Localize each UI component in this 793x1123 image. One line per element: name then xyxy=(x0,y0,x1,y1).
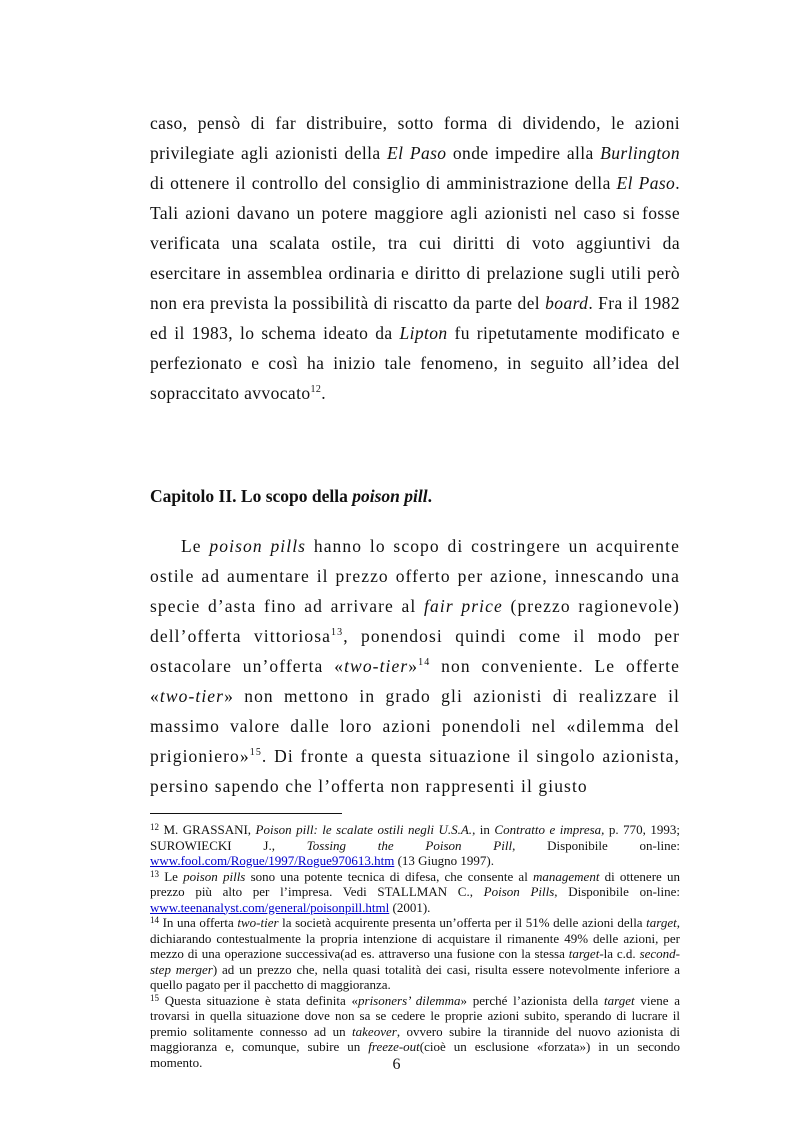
text-run: , Disponibile on-line: xyxy=(554,884,681,899)
text-run: Le xyxy=(159,868,184,884)
footnote-ref-15[interactable]: 15 xyxy=(249,747,262,758)
italic-term: target xyxy=(646,915,677,930)
text-run: , dichiarando contestualmente la propria intenzione di acquistare il rimanente 49% delle azioni, per mezzo di una operazione successiva(ad es. attraverso una fusione con la stessa xyxy=(150,915,680,961)
text-run: Le xyxy=(181,536,210,556)
footnote-separator xyxy=(150,813,342,814)
italic-term: two-tier xyxy=(159,686,225,706)
italic-person-name: Lipton xyxy=(399,323,448,343)
text-run: caso, pensò di far distribuire, sotto forma di dividendo, le azioni privilegiate agli azionisti della xyxy=(150,113,680,163)
italic-term: second-step merger xyxy=(150,946,680,977)
text-run: sono una potente tecnica di difesa, che consente al xyxy=(245,868,533,884)
text-run: (2001). xyxy=(389,899,431,915)
fool-link[interactable]: www.fool.com/Rogue/1997/Rogue970613.htm xyxy=(150,853,395,868)
italic-term: freeze-out xyxy=(368,1039,420,1054)
italic-term: two-tier xyxy=(344,656,409,676)
footnote-ref-14[interactable]: 14 xyxy=(418,657,431,668)
text-run: la società acquirente presenta un’offerta per il 51% delle azioni della xyxy=(278,915,647,930)
italic-term: target xyxy=(604,992,635,1008)
text-run: (cioè un esclusione «forzata») in un secondo momento. xyxy=(150,1039,680,1070)
footnotes-section xyxy=(150,822,680,1070)
text-run: Questa situazione è stata definita « xyxy=(159,992,359,1008)
italic-term: fair price xyxy=(424,596,503,616)
text-run: -la c.d. xyxy=(599,946,640,961)
text-run: non conveniente. Le offerte « xyxy=(150,656,680,706)
italic-term: board xyxy=(545,293,589,313)
footnote-number: 14 xyxy=(150,915,159,925)
chapter-heading xyxy=(150,486,680,507)
text-run: fu ripetutamente modificato e perfezionato e così ha inizio tale fenomeno, in seguito all’idea del sopraccitato avvocato xyxy=(150,323,680,403)
text-run: (13 Giugno 1997). xyxy=(394,853,495,868)
text-run: , in xyxy=(472,822,495,837)
italic-title: Tossing the Poison Pill xyxy=(306,837,513,853)
text-run: onde impedire alla xyxy=(446,143,601,163)
italic-company-name: El Paso xyxy=(387,143,447,163)
teenanalyst-link[interactable]: www.teenanalyst.com/general/poisonpill.html xyxy=(150,899,390,915)
text-run: , ovvero subire la tirannide del nuovo azionista di maggioranza e, comunque, subire un xyxy=(150,1023,680,1054)
text-run: In una offerta xyxy=(159,915,238,930)
text-run: M. GRASSANI, xyxy=(159,822,256,837)
footnote-13 xyxy=(150,869,680,916)
text-run: , ponendosi quindi come il modo per ostacolare un’offerta « xyxy=(150,626,680,676)
body-paragraph-2 xyxy=(150,531,680,801)
text-run: . Di fronte a questa situazione il singolo azionista, persino sapendo che l’offerta non rappresenti il giusto xyxy=(150,746,680,796)
italic-title: Contratto e impresa, xyxy=(494,822,605,837)
heading-italic-term: poison pill xyxy=(352,486,428,506)
italic-term: two-tier xyxy=(237,915,279,930)
italic-term: prisoners’ dilemma xyxy=(358,992,461,1008)
body-paragraph-1 xyxy=(150,108,680,408)
text-run: (prezzo ragionevole) dell’offerta vittoriosa xyxy=(150,596,680,646)
italic-term: poison pills xyxy=(209,536,307,556)
text-run: di ottenere un prezzo più alto per l’impresa. Vedi STALLMAN C., xyxy=(150,868,680,899)
italic-term: poison pills xyxy=(183,868,246,884)
footnote-14 xyxy=(150,915,680,993)
heading-text: . xyxy=(427,486,432,506)
page-number: 6 xyxy=(392,1056,401,1073)
text-run: viene a trovarsi in quella situazione dove non sa se cedere le proprie azioni subito, sperando di lucrare il premio solitamente connesso ad un xyxy=(150,992,680,1039)
text-run: ) ad un prezzo che, nella quasi totalità dei casi, risulta essere notevolmente inferiore a quello pagato per il pacchetto di maggioranza. xyxy=(150,961,680,992)
text-run: . Tali azioni davano un potere maggiore agli azionisti nel caso si fosse verificata una scalata ostile, tra cui diritti di voto aggiuntivi da esercitare in assemblea ordinaria e diritto di prelazione sugli utili però non era prevista la possibilità di riscatto da parte del xyxy=(150,173,680,313)
text-run: p. 770, 1993; SUROWIECKI J., xyxy=(150,822,680,853)
text-run: » xyxy=(408,656,419,676)
italic-term: takeover xyxy=(352,1023,397,1039)
text-run: . xyxy=(321,383,327,403)
text-run: di ottenere il controllo del consiglio di amministrazione della xyxy=(150,173,617,193)
text-run: » perché l’azionista della xyxy=(460,992,605,1008)
italic-company-name: Burlington xyxy=(600,143,680,163)
text-run: » non mettono in grado gli azionisti di realizzare il massimo valore dalle loro azioni ponendoli nel «dilemma del prigioniero» xyxy=(150,686,680,766)
italic-title: Poison pill: le scalate ostili negli U.S.A. xyxy=(255,822,473,837)
text-run: , Disponibile on-line: xyxy=(512,837,680,853)
heading-text: Capitolo II. Lo scopo della xyxy=(150,486,353,506)
italic-term: management xyxy=(533,868,600,884)
italic-title: Poison Pills xyxy=(483,884,555,899)
footnote-ref-12[interactable]: 12 xyxy=(310,384,322,395)
document-page xyxy=(150,108,680,1070)
footnote-number: 12 xyxy=(150,822,159,832)
footnote-number: 13 xyxy=(150,868,159,879)
footnote-number: 15 xyxy=(150,992,159,1003)
footnote-ref-13[interactable]: 13 xyxy=(331,627,344,638)
footnote-12 xyxy=(150,822,680,869)
text-run: hanno lo scopo di costringere un acquirente ostile ad aumentare il prezzo offerto per azione, innescando una specie d’asta fino ad arrivare al xyxy=(150,536,680,616)
italic-term: target xyxy=(568,946,600,961)
text-run: . Fra il 1982 ed il 1983, lo schema ideato da xyxy=(150,293,680,343)
italic-company-name: El Paso xyxy=(616,173,676,193)
